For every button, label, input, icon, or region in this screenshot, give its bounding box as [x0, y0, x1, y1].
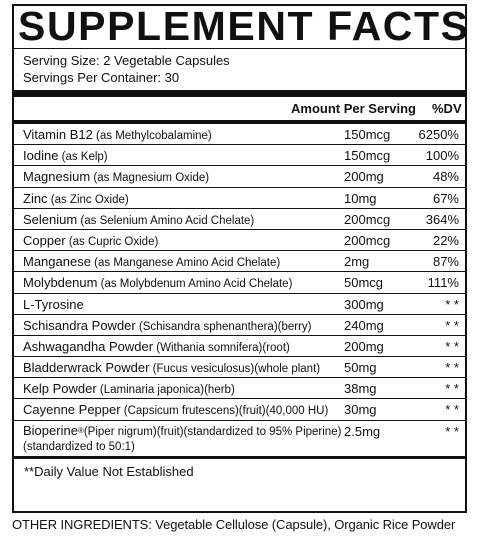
- nutrient-amount: 150mcg: [344, 127, 391, 142]
- nutrient-name: Bioperine®(Piper nigrum)(fruit)(standardized to 95% Piperine) (standardized to 50:1): [23, 422, 342, 453]
- nutrient-dv: 22%: [432, 232, 459, 248]
- nutrient-amount: 50mcg: [344, 275, 384, 291]
- nutrient-dv: * *: [445, 360, 459, 376]
- nutrient-name: Selenium (as Selenium Amino Acid Chelate): [23, 211, 255, 227]
- nutrient-row: [14, 144, 465, 165]
- nutrient-source: (as Magnesium Oxide): [90, 172, 210, 185]
- nutrient-amount: 200mcg: [344, 232, 391, 248]
- nutrient-dv: * *: [445, 338, 459, 354]
- nutrient-source: (as Cupric Oxide): [65, 235, 159, 248]
- nutrient-row: [14, 271, 465, 292]
- nutrient-source: (Fucus vesiculosus)(whole plant): [149, 363, 321, 376]
- amount-header: Amount Per Serving: [291, 101, 416, 116]
- nutrient-dv: * *: [445, 381, 459, 397]
- nutrient-source: (as Molybdenum Amino Acid Chelate): [97, 278, 293, 291]
- nutrient-row: [14, 187, 465, 208]
- nutrient-dv: * *: [445, 402, 459, 418]
- nutrient-source: (as Kelp): [58, 151, 108, 164]
- nutrient-source: (as Manganese Amino Acid Chelate): [90, 257, 281, 270]
- nutrient-name: Bladderwrack Powder (Fucus vesiculosus)(whole plant): [23, 360, 321, 376]
- nutrient-amount: 50mg: [344, 360, 377, 376]
- nutrient-name: L-Tyrosine: [23, 296, 84, 312]
- registered-mark: ®: [77, 425, 84, 435]
- nutrient-name: Vitamin B12 (as Methylcobalamine): [23, 127, 212, 142]
- nutrient-source: (as Zinc Oxide): [47, 193, 129, 206]
- nutrient-source: (as Selenium Amino Acid Chelate): [77, 214, 255, 227]
- nutrient-dv: 48%: [432, 169, 459, 185]
- nutrient-row: [14, 335, 465, 356]
- nutrient-name: Cayenne Pepper (Capsicum frutescens)(fruit)(40,000 HU): [23, 402, 329, 418]
- nutrient-source: (as Methylcobalamine): [92, 130, 212, 142]
- nutrient-name: Schisandra Powder (Schisandra sphenanthera)(berry): [23, 317, 312, 333]
- serving-info: [14, 49, 465, 90]
- nutrient-amount: 200mg: [344, 169, 384, 185]
- servings-per-container: Servings Per Container: 30: [23, 70, 180, 85]
- nutrient-amount: 2mg: [344, 254, 370, 270]
- nutrient-row: [14, 229, 465, 250]
- nutrient-row: [14, 398, 465, 419]
- column-header: [14, 97, 465, 120]
- nutrient-row: [14, 314, 465, 335]
- nutrient-name: Ashwagandha Powder (Withania somnifera)(root): [23, 338, 290, 354]
- nutrient-dv: * *: [445, 317, 459, 333]
- nutrient-amount: 38mg: [344, 381, 377, 397]
- nutrient-dv: 87%: [432, 254, 459, 270]
- nutrient-source: (Withania somnifera)(root): [153, 341, 290, 354]
- nutrient-source: (Laminaria japonica)(herb): [96, 384, 235, 397]
- nutrient-name: Zinc (as Zinc Oxide): [23, 190, 129, 206]
- supplement-facts-panel: [12, 3, 470, 513]
- nutrient-dv: 364%: [425, 211, 459, 227]
- footnote: **Daily Value Not Established: [14, 456, 465, 484]
- nutrient-dv: 6250%: [418, 127, 459, 142]
- nutrient-row: [14, 293, 465, 314]
- nutrient-dv: 100%: [425, 148, 459, 164]
- nutrient-name: Molybdenum (as Molybdenum Amino Acid Chelate): [23, 275, 293, 291]
- dv-header: %DV: [432, 101, 462, 116]
- nutrient-row-bioperine: [14, 420, 465, 456]
- nutrient-dv: * *: [445, 296, 459, 312]
- nutrient-row: [14, 208, 465, 229]
- nutrient-name: Manganese (as Manganese Amino Acid Chelate): [23, 254, 281, 270]
- nutrient-dv: * *: [445, 423, 459, 439]
- nutrient-amount: 300mg: [344, 296, 384, 312]
- nutrient-amount: 30mg: [344, 402, 377, 418]
- nutrient-amount: 10mg: [344, 190, 377, 206]
- nutrient-amount: 200mg: [344, 338, 384, 354]
- nutrient-dv: 111%: [427, 275, 459, 291]
- nutrient-source: (Schisandra sphenanthera)(berry): [135, 320, 312, 333]
- nutrient-row: [14, 377, 465, 398]
- nutrient-row: [14, 165, 465, 186]
- nutrient-amount: 240mg: [344, 317, 384, 333]
- other-ingredients: OTHER INGREDIENTS: Vegetable Cellulose (Capsule), Organic Rice Powder: [12, 517, 456, 532]
- nutrient-name: Magnesium (as Magnesium Oxide): [23, 169, 210, 185]
- nutrient-amount: 150mcg: [344, 148, 391, 164]
- nutrient-name: Copper (as Cupric Oxide): [23, 232, 159, 248]
- serving-size: Serving Size: 2 Vegetable Capsules: [23, 53, 230, 68]
- panel-title: SUPPLEMENT FACTS: [18, 3, 470, 49]
- nutrient-row: [14, 123, 465, 144]
- nutrient-row: [14, 356, 465, 377]
- nutrient-amount: 2.5mg: [344, 423, 381, 439]
- thick-divider: [14, 90, 465, 97]
- nutrient-name: Kelp Powder (Laminaria japonica)(herb): [23, 381, 235, 397]
- nutrient-dv: 67%: [432, 190, 459, 206]
- nutrient-rows: [14, 123, 465, 420]
- nutrient-amount: 200mcg: [344, 211, 391, 227]
- nutrient-row: [14, 250, 465, 271]
- nutrient-name: Iodine (as Kelp): [23, 148, 108, 164]
- nutrient-source: (Capsicum frutescens)(fruit)(40,000 HU): [120, 405, 329, 418]
